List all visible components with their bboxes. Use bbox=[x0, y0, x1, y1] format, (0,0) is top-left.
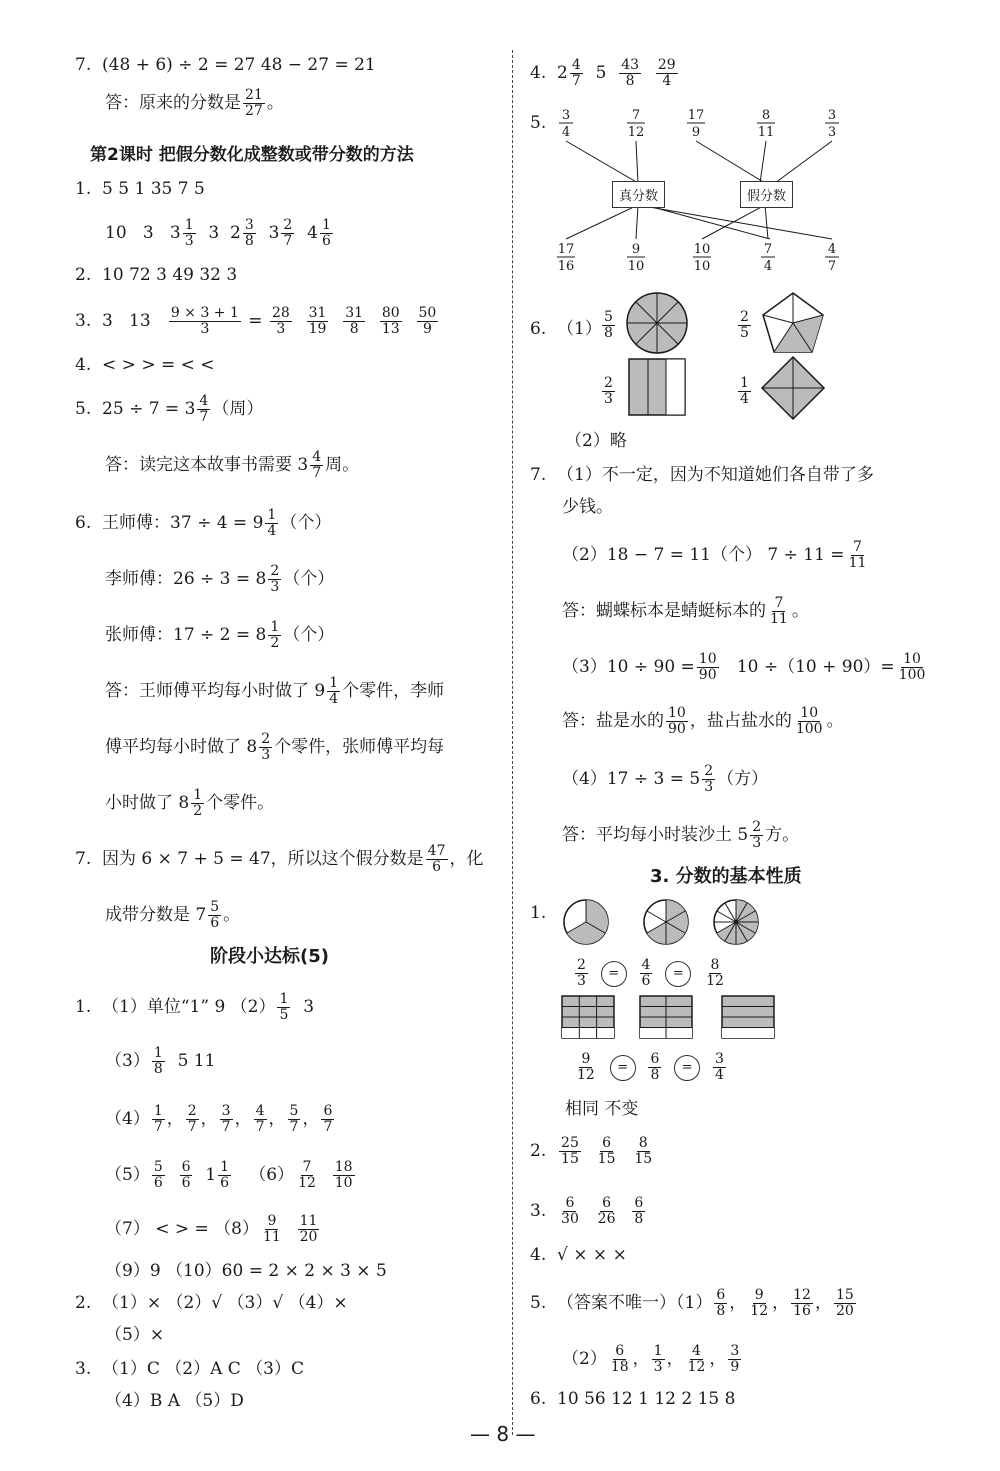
svg-text:4: 4 bbox=[561, 125, 571, 140]
right-q4: 4. 2 $\frac{4}{7}$ 5 $\frac{43}{8}$ $\frac{29}{4}$ bbox=[530, 57, 676, 89]
lesson2-q6-ans3: 小时做了 8 $\frac{1}{2}$ 个零件。 bbox=[105, 787, 275, 819]
section3-title: 3. 分数的基本性质 bbox=[650, 866, 802, 887]
fraction-1-4: $\frac{1}{4}$ bbox=[740, 375, 749, 407]
sec3-q3: 3. $\frac{6}{30}$ $\frac{6}{26}$ $\frac{6}{8}$ bbox=[530, 1195, 644, 1227]
true-fraction-label: 真分数 bbox=[612, 181, 665, 208]
stage-q1-4: （4） $\frac{1}{7}$ ， $\frac{2}{7}$ ， $\frac{3}{7}$ ， $\frac{4}{7}$ ， $\frac{5}{7}$ ， $\frac{6}{7}$ bbox=[105, 1103, 333, 1135]
column-divider bbox=[512, 50, 513, 1435]
right-q7-1b: 少钱。 bbox=[562, 497, 613, 517]
fraction-2-3: $\frac{2}{3}$ bbox=[604, 375, 613, 407]
svg-text:12: 12 bbox=[627, 125, 645, 140]
sec3-q2: 2. $\frac{25}{15}$ $\frac{6}{15}$ $\frac{8}{15}$ bbox=[530, 1135, 653, 1167]
lesson2-q1-row1: 1. 5 5 1 35 7 5 bbox=[75, 179, 205, 199]
pentagon-2-5-diagram bbox=[760, 290, 826, 356]
svg-text:9: 9 bbox=[631, 242, 641, 257]
svg-text:9: 9 bbox=[691, 125, 701, 140]
stage-q2-5: （5）× bbox=[105, 1325, 165, 1345]
svg-text:3: 3 bbox=[827, 125, 837, 140]
stage-q1-1: 1. （1）单位“1” 9 （2） $\frac{1}{5}$ 3 bbox=[75, 991, 315, 1023]
svg-text:8: 8 bbox=[761, 108, 771, 123]
circle-5-8-diagram bbox=[624, 290, 690, 356]
left-q7-answer: 答：原来的分数是 $\frac{21}{27}$ 。 bbox=[105, 87, 284, 119]
right-q6-1: 6. （1） bbox=[530, 319, 602, 339]
fraction-2-5: $\frac{2}{5}$ bbox=[740, 309, 749, 341]
rect-2-3-diagram bbox=[628, 358, 686, 416]
lesson2-q6-wang: 6. 王师傅：37 ÷ 4 = 9 $\frac{1}{4}$ （个） bbox=[75, 507, 332, 539]
sec3-same-unchanged: 相同 不变 bbox=[565, 1099, 639, 1119]
svg-text:16: 16 bbox=[557, 259, 575, 274]
page-number: — 8 — bbox=[470, 1422, 536, 1446]
stage-q1-7: （7） < > = （8） $\frac{9}{11}$ $\frac{11}{20}$ bbox=[105, 1213, 318, 1245]
right-q7-3: （3）10 ÷ 90 = $\frac{10}{90}$ 10 ÷（10 + 90）= $\frac{10}{100}$ bbox=[562, 651, 926, 683]
svg-text:17: 17 bbox=[687, 108, 705, 123]
sec3-q1-num: 1. bbox=[530, 903, 547, 923]
sec3-q4: 4. √ × × × bbox=[530, 1245, 627, 1265]
lesson2-q7: 7. 因为 6 × 7 + 5 = 47，所以这个假分数是 $\frac{47}{6}$ ，化 bbox=[75, 843, 484, 875]
sec3-q6: 6. 10 56 12 1 12 2 15 8 bbox=[530, 1389, 736, 1409]
diamond-1-4-diagram bbox=[760, 355, 826, 421]
lesson2-title: 第2课时 把假分数化成整数或带分数的方法 bbox=[90, 145, 414, 165]
lesson2-q7-line2: 成带分数是 7 $\frac{5}{6}$ 。 bbox=[105, 899, 241, 931]
svg-text:7: 7 bbox=[763, 242, 773, 257]
right-q6-2: （2）略 bbox=[565, 431, 627, 451]
fraction-matching-diagram bbox=[550, 105, 850, 280]
improper-fraction-label: 假分数 bbox=[740, 181, 793, 208]
lesson2-q3: 3. 3 13 $\frac{9 \times 3 + 1}{3}$ = $\frac{28}{3}$ $\frac{31}{19}$ $\frac{31}{8}$ $\frac{80}{13}$ $\frac{50}{9}$ bbox=[75, 305, 437, 337]
sec3-q5-1: 5. （答案不唯一）（1） $\frac{6}{8}$ ， $\frac{9}{12}$ ， $\frac{12}{16}$ ， $\frac{15}{20}$ bbox=[530, 1287, 854, 1319]
stage-q1-5: （5） $\frac{5}{6}$ $\frac{6}{6}$ 1 $\frac{1}{6}$ （6） $\frac{7}{12}$ $\frac{18}{10}$ bbox=[105, 1159, 353, 1191]
right-q7-2: （2）18 − 7 = 11（个） 7 ÷ 11 = $\frac{7}{11}$ bbox=[562, 539, 867, 571]
svg-text:7: 7 bbox=[827, 259, 837, 274]
svg-text:10: 10 bbox=[627, 259, 645, 274]
stage-q3-4: （4）B A （5）D bbox=[105, 1391, 244, 1411]
lesson2-q5: 5. 25 ÷ 7 = 3 $\frac{4}{7}$ （周） bbox=[75, 393, 264, 425]
lesson2-q2: 2. 10 72 3 49 32 3 bbox=[75, 265, 238, 285]
svg-text:17: 17 bbox=[557, 242, 575, 257]
stage-q3: 3. （1）C （2）A C （3）C bbox=[75, 1359, 304, 1379]
lesson2-q6-ans1: 答：王师傅平均每小时做了 9 $\frac{1}{4}$ 个零件，李师 bbox=[105, 675, 445, 707]
sec3-equality-row1: $\frac{2}{3}$ = $\frac{4}{6}$ = $\frac{8}{12}$ bbox=[577, 957, 724, 989]
lesson2-q5-answer: 答：读完这本故事书需要 3 $\frac{4}{7}$ 周。 bbox=[105, 449, 360, 481]
right-q5-num: 5. bbox=[530, 113, 547, 133]
right-q7-2-answer: 答：蝴蝶标本是蜻蜓标本的 $\frac{7}{11}$ 。 bbox=[562, 595, 809, 627]
svg-text:11: 11 bbox=[757, 125, 775, 140]
sec3-equality-row2: $\frac{9}{12}$ = $\frac{6}{8}$ = $\frac{3}{4}$ bbox=[577, 1051, 724, 1083]
svg-text:4: 4 bbox=[763, 259, 773, 274]
svg-text:10: 10 bbox=[693, 242, 711, 257]
stage-q1-9: （9）9 （10）60 = 2 × 2 × 3 × 5 bbox=[105, 1261, 387, 1281]
lesson2-q6-li: 李师傅：26 ÷ 3 = 8 $\frac{2}{3}$ （个） bbox=[105, 563, 335, 595]
sec3-q5-2: （2） $\frac{6}{18}$ ， $\frac{1}{3}$ ， $\frac{4}{12}$ ， $\frac{3}{9}$ bbox=[562, 1343, 740, 1375]
fraction-5-8: $\frac{5}{8}$ bbox=[604, 309, 613, 341]
svg-text:4: 4 bbox=[827, 242, 837, 257]
lesson2-q1-row2: 10 3 3 $\frac{1}{3}$ 3 2 $\frac{3}{8}$ 3 $\frac{2}{7}$ 4 $\frac{1}{6}$ bbox=[105, 217, 331, 249]
svg-text:7: 7 bbox=[631, 108, 641, 123]
lesson2-q6-zhang: 张师傅：17 ÷ 2 = 8 $\frac{1}{2}$ （个） bbox=[105, 619, 335, 651]
right-q7-4-answer: 答：平均每小时装沙土 5 $\frac{2}{3}$ 方。 bbox=[562, 819, 800, 851]
sec3-circles-diagram bbox=[560, 898, 760, 950]
stage-q1-3: （3） $\frac{1}{8}$ 5 11 bbox=[105, 1045, 216, 1077]
stage-q2: 2. （1）× （2）√ （3）√ （4）× bbox=[75, 1293, 348, 1313]
svg-text:3: 3 bbox=[561, 108, 571, 123]
sec3-rectangles-diagram bbox=[560, 994, 780, 1042]
svg-text:3: 3 bbox=[827, 108, 837, 123]
lesson2-q4: 4. < > > = < < bbox=[75, 355, 215, 375]
stage-title: 阶段小达标(5) bbox=[210, 946, 329, 967]
svg-text:10: 10 bbox=[693, 259, 711, 274]
right-q7-1: 7. （1）不一定，因为不知道她们各自带了多 bbox=[530, 465, 874, 485]
right-q7-4: （4）17 ÷ 3 = 5 $\frac{2}{3}$ （方） bbox=[562, 763, 769, 795]
right-q7-3-answer: 答：盐是水的 $\frac{10}{90}$ ，盐占盐水的 $\frac{10}{100}$ 。 bbox=[562, 705, 844, 737]
lesson2-q6-ans2: 傅平均每小时做了 8 $\frac{2}{3}$ 个零件，张师傅平均每 bbox=[105, 731, 445, 763]
left-q7: 7. (48 + 6) ÷ 2 = 27 48 − 27 = 21 bbox=[75, 55, 376, 75]
